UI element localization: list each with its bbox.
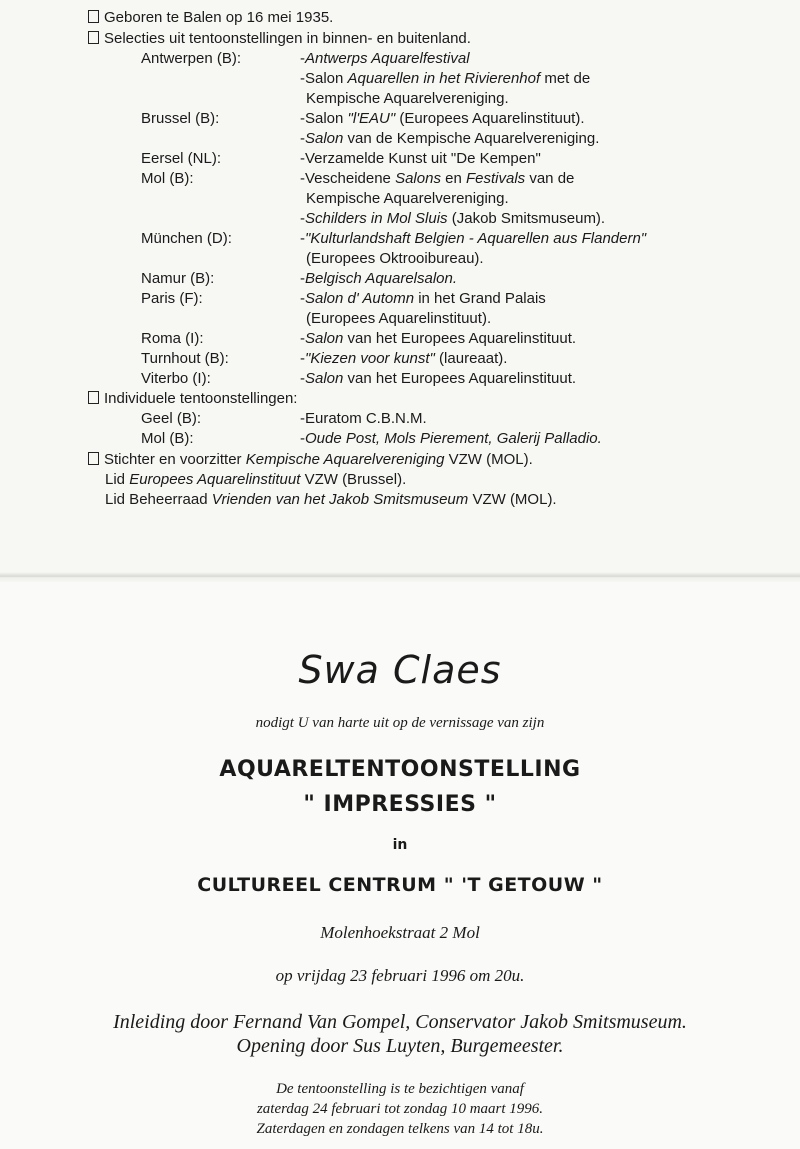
city-turnhout: Turnhout (B): — [141, 350, 229, 367]
exhibition-title: AQUARELTENTOONSTELLING — [219, 757, 581, 782]
city-munchen: München (D): — [141, 230, 232, 247]
introduction-line: Inleiding door Fernand Van Gompel, Conservator Jakob Smitsmuseum. — [113, 1011, 687, 1033]
checkbox-icon — [88, 31, 99, 44]
invite-line: nodigt U van harte uit op de vernissage van zijn — [255, 715, 545, 731]
geel-line-1: -Euratom C.B.N.M. — [300, 410, 427, 427]
brussel-line-2: -Salon van de Kempische Aquarelvereniging. — [300, 130, 600, 147]
checkbox-icon — [88, 452, 99, 465]
mol-line-3: -Schilders in Mol Sluis (Jakob Smitsmuseum). — [300, 210, 606, 227]
city-geel: Geel (B): — [141, 410, 202, 427]
city-roma: Roma (I): — [141, 330, 204, 347]
munchen-line-1: -"Kulturlandshaft Belgien - Aquarellen aus Flandern" — [300, 230, 647, 247]
mol-line-2: Kempische Aquarelvereniging. — [306, 190, 509, 207]
namur-line-1: -Belgisch Aquarelsalon. — [300, 270, 458, 287]
brussel-line-1: -Salon "l'EAU" (Europees Aquarelinstituut). — [300, 110, 585, 127]
eersel-line-1: -Verzamelde Kunst uit "De Kempen" — [300, 150, 541, 167]
antwerpen-line-1: -Antwerps Aquarelfestival — [300, 50, 470, 67]
visit-line-3: Zaterdagen en zondagen telkens van 14 tot 18u. — [256, 1121, 544, 1137]
roma-line-1: -Salon van het Europees Aquarelinstituut. — [300, 330, 577, 347]
visit-line-1: De tentoonstelling is te bezichtigen vanaf — [276, 1081, 524, 1097]
event-date: op vrijdag 23 februari 1996 om 20u. — [275, 966, 525, 985]
in-word: in — [392, 837, 408, 853]
selections-heading: Selecties uit tentoonstellingen in binnen- en buitenland. — [88, 29, 471, 49]
city-mol: Mol (B): — [141, 170, 194, 187]
city-viterbo: Viterbo (I): — [141, 370, 211, 387]
born-line: Geboren te Balen op 16 mei 1935. — [88, 8, 333, 28]
city-brussel: Brussel (B): — [141, 110, 220, 127]
venue-name: CULTUREEL CENTRUM " 'T GETOUW " — [197, 874, 603, 896]
city-mol-individual: Mol (B): — [141, 430, 194, 447]
opening-line: Opening door Sus Luyten, Burgemeester. — [236, 1035, 564, 1057]
turnhout-line-1: -"Kiezen voor kunst" (laureaat). — [300, 350, 508, 367]
member-line-1: Lid Europees Aquarelinstituut VZW (Brussel). — [105, 471, 407, 488]
card-fold — [0, 572, 800, 582]
founder-line: Stichter en voorzitter Kempische Aquarelvereniging VZW (MOL). — [88, 450, 533, 470]
exhibition-subtitle: " IMPRESSIES " — [303, 792, 497, 817]
paris-line-2: (Europees Aquarelinstituut). — [306, 310, 492, 327]
member-line-2: Lid Beheerraad Vrienden van het Jakob Smitsmuseum VZW (MOL). — [105, 491, 557, 508]
city-paris: Paris (F): — [141, 290, 203, 307]
munchen-line-2: (Europees Oktrooibureau). — [306, 250, 484, 267]
checkbox-icon — [88, 391, 99, 404]
city-namur: Namur (B): — [141, 270, 215, 287]
venue-address: Molenhoekstraat 2 Mol — [320, 923, 480, 942]
visit-line-2: zaterdag 24 februari tot zondag 10 maart 1996. — [256, 1101, 544, 1117]
mol-line-1: -Vescheidene Salons en Festivals van de — [300, 170, 575, 187]
individual-heading: Individuele tentoonstellingen: — [88, 389, 297, 409]
checkbox-icon — [88, 10, 99, 23]
antwerpen-line-2: -Salon Aquarellen in het Rivierenhof met de — [300, 70, 591, 87]
viterbo-line-1: -Salon van het Europees Aquarelinstituut. — [300, 370, 577, 387]
antwerpen-line-3: Kempische Aquarelvereniging. — [306, 90, 509, 107]
mol-individual-line-1: -Oude Post, Mols Pierement, Galerij Palladio. — [300, 430, 602, 447]
city-eersel: Eersel (NL): — [141, 150, 222, 167]
artist-name: Swa Claes — [298, 648, 502, 692]
paris-line-1: -Salon d' Automn in het Grand Palais — [300, 290, 546, 307]
city-antwerpen: Antwerpen (B): — [141, 50, 242, 67]
